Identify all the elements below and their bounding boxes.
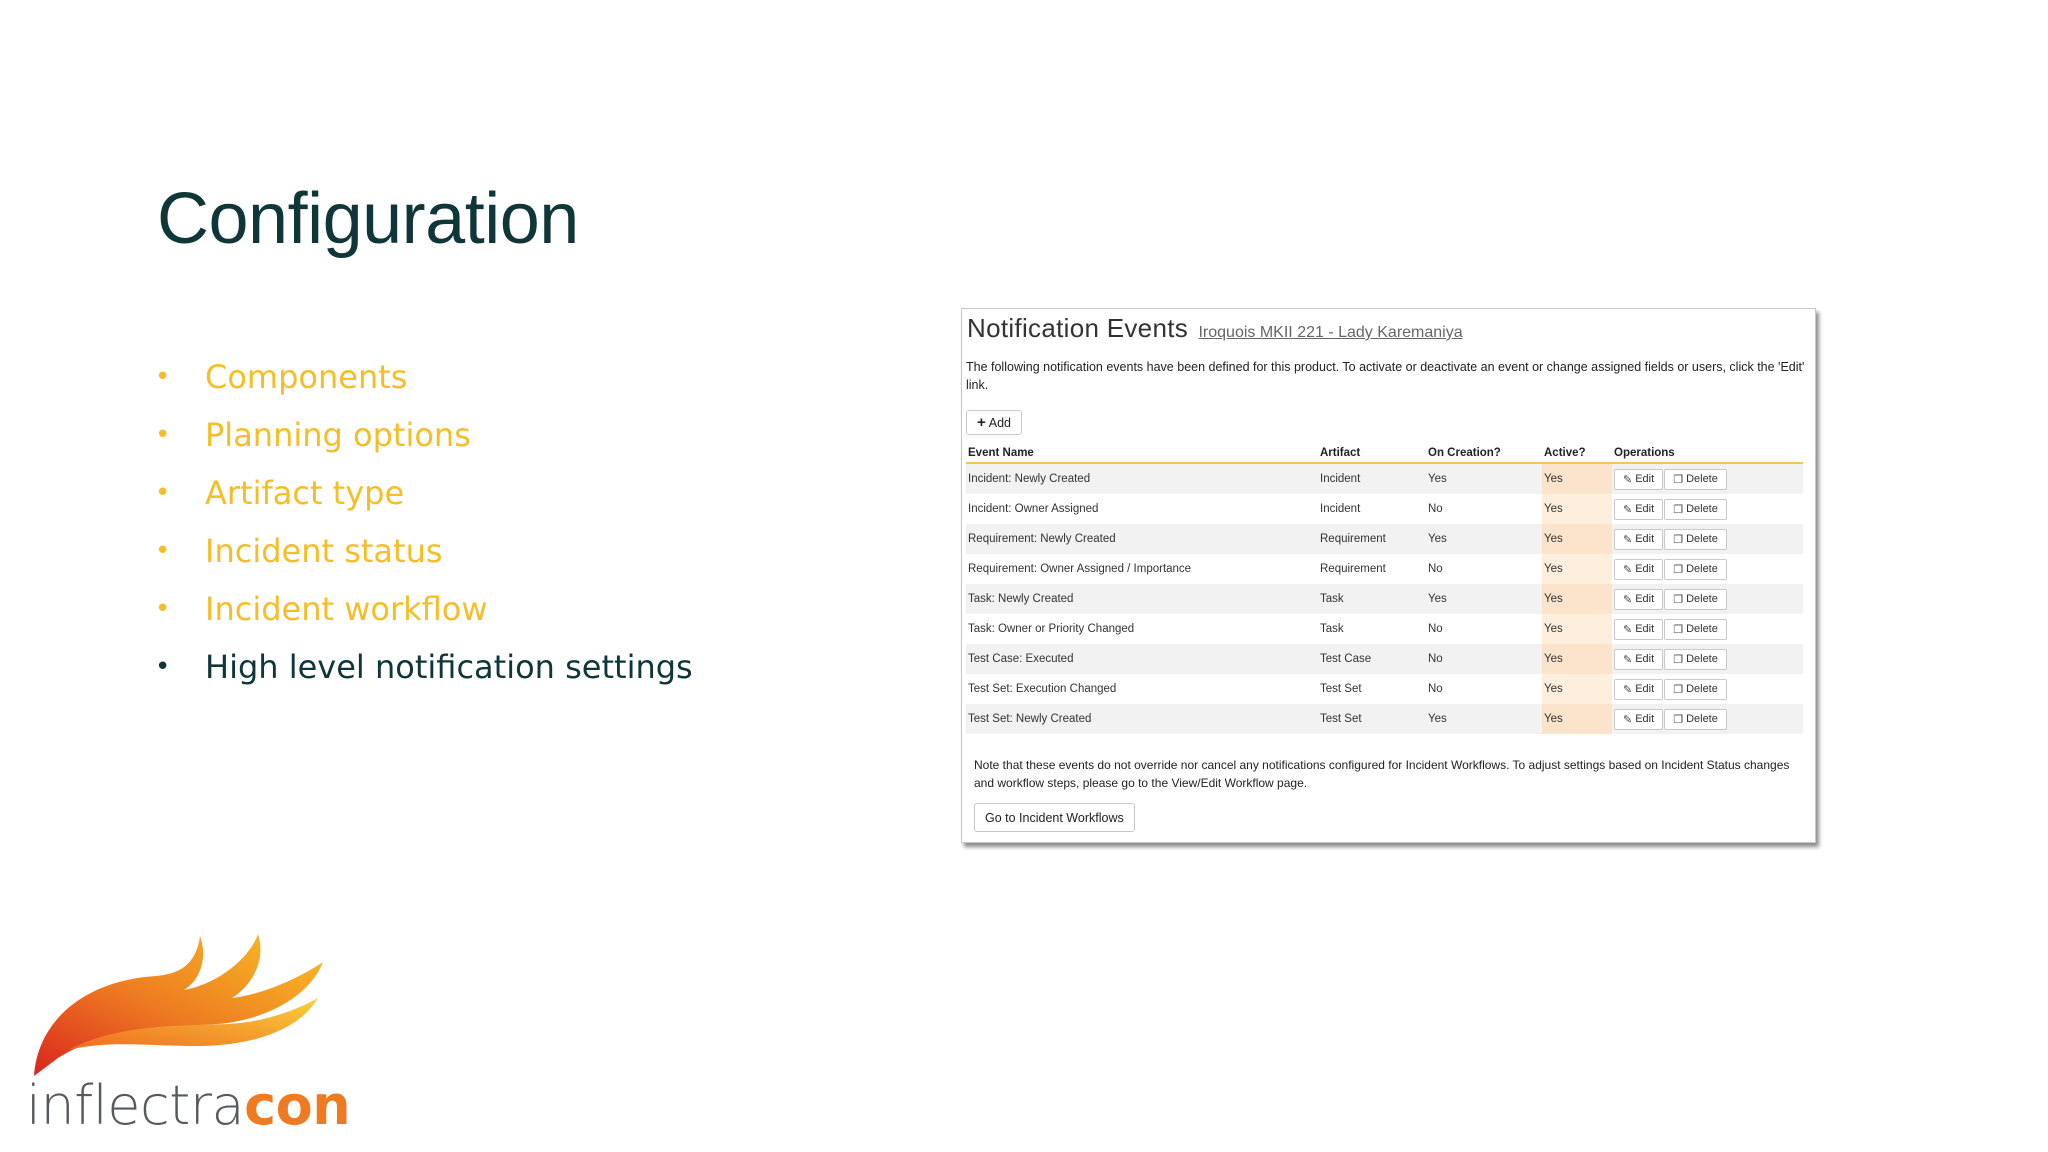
cell-active: Yes	[1542, 704, 1612, 734]
edit-button-label: Edit	[1635, 653, 1655, 665]
cell-on-creation: No	[1428, 503, 1443, 515]
flame-icon	[28, 928, 338, 1078]
edit-icon: ✎	[1623, 563, 1633, 576]
edit-icon: ✎	[1623, 503, 1633, 516]
product-link[interactable]: Iroquois MKII 221 - Lady Karemaniya	[1198, 324, 1463, 341]
bullet-dot: •	[155, 362, 171, 392]
table-row	[966, 554, 1803, 584]
add-button[interactable]	[966, 410, 1022, 435]
trash-icon: ❐	[1673, 533, 1684, 546]
edit-button[interactable]	[1614, 529, 1663, 550]
header-operations: Operations	[1612, 444, 1803, 463]
edit-icon: ✎	[1623, 593, 1633, 606]
delete-button[interactable]	[1664, 649, 1727, 670]
trash-icon: ❐	[1673, 593, 1684, 606]
cell-active: Yes	[1542, 674, 1612, 704]
bullet-list	[155, 348, 693, 696]
cell-artifact: Requirement	[1318, 524, 1426, 554]
cell-artifact: Task	[1320, 623, 1344, 635]
edit-button[interactable]	[1614, 709, 1663, 730]
slide-title: Configuration	[157, 179, 579, 259]
delete-button[interactable]	[1664, 499, 1727, 520]
cell-artifact: Task	[1318, 584, 1426, 614]
cell-event-name: Requirement: Newly Created	[966, 524, 1318, 554]
bullet-text: Incident status	[205, 532, 443, 570]
cell-event-name: Test Set: Newly Created	[966, 704, 1318, 734]
edit-button[interactable]	[1614, 499, 1663, 520]
edit-button[interactable]	[1614, 559, 1663, 580]
table-row	[966, 704, 1803, 734]
edit-icon: ✎	[1623, 473, 1633, 486]
bullet-text: Planning options	[205, 416, 471, 454]
edit-button[interactable]	[1614, 469, 1663, 490]
header-active: Active?	[1542, 444, 1612, 463]
delete-button-label: Delete	[1686, 713, 1718, 725]
edit-icon: ✎	[1623, 683, 1633, 696]
delete-button[interactable]	[1664, 709, 1727, 730]
cell-active: Yes	[1542, 614, 1612, 644]
panel-header	[967, 313, 1463, 344]
trash-icon: ❐	[1673, 713, 1684, 726]
trash-icon: ❐	[1673, 563, 1684, 576]
edit-button-label: Edit	[1635, 593, 1655, 605]
delete-button-label: Delete	[1686, 593, 1718, 605]
delete-button-label: Delete	[1686, 533, 1718, 545]
delete-button-label: Delete	[1686, 653, 1718, 665]
table-row	[966, 584, 1803, 614]
cell-on-creation: Yes	[1426, 463, 1542, 494]
cell-on-creation: No	[1428, 563, 1443, 575]
edit-button-label: Edit	[1635, 683, 1655, 695]
cell-artifact: Test Set	[1318, 704, 1426, 734]
notification-events-panel	[961, 308, 1816, 843]
bullet-text: Artifact type	[205, 474, 405, 512]
bullet-dot: •	[155, 536, 171, 566]
bullet-dot: •	[155, 594, 171, 624]
cell-artifact: Requirement	[1320, 563, 1386, 575]
cell-artifact: Test Case	[1318, 644, 1426, 674]
delete-button-label: Delete	[1686, 473, 1718, 485]
cell-operations	[1612, 674, 1803, 704]
edit-icon: ✎	[1623, 713, 1633, 726]
cell-active: Yes	[1542, 554, 1612, 584]
bullet-dot: •	[155, 420, 171, 450]
cell-artifact: Incident	[1318, 463, 1426, 494]
cell-operations	[1612, 554, 1803, 584]
delete-button-label: Delete	[1686, 503, 1718, 515]
cell-active: Yes	[1542, 644, 1612, 674]
table-row	[966, 644, 1803, 674]
bullet-text: High level notification settings	[205, 648, 693, 686]
table-row	[966, 614, 1803, 644]
table-row	[966, 494, 1803, 524]
cell-on-creation: Yes	[1426, 524, 1542, 554]
bullet-dot: •	[155, 478, 171, 508]
cell-event-name: Requirement: Owner Assigned / Importance	[968, 563, 1192, 575]
logo-text-bold: con	[244, 1074, 351, 1137]
bullet-item	[155, 580, 693, 638]
cell-event-name: Incident: Newly Created	[966, 463, 1318, 494]
cell-artifact: Test Set	[1320, 683, 1362, 695]
edit-button[interactable]	[1614, 679, 1663, 700]
cell-event-name: Test Case: Executed	[966, 644, 1318, 674]
cell-event-name: Task: Newly Created	[966, 584, 1318, 614]
delete-button-label: Delete	[1686, 623, 1718, 635]
cell-on-creation: Yes	[1426, 584, 1542, 614]
bullet-item	[155, 638, 693, 696]
notification-events-table	[966, 444, 1803, 734]
cell-active: Yes	[1542, 524, 1612, 554]
cell-on-creation: No	[1426, 644, 1542, 674]
edit-icon: ✎	[1623, 653, 1633, 666]
cell-event-name: Test Set: Execution Changed	[968, 683, 1117, 695]
panel-note: Note that these events do not override nor cancel any notifications configured for Incident Workflows. To adjust settings based on Incident Status changes and workflow steps, please go to the View/Edit Workflow page.	[974, 758, 1790, 790]
delete-button[interactable]	[1664, 679, 1727, 700]
trash-icon: ❐	[1673, 683, 1684, 696]
table-row	[966, 674, 1803, 704]
logo-wordmark	[26, 1074, 350, 1137]
cell-event-name: Incident: Owner Assigned	[968, 503, 1099, 515]
plus-icon: +	[977, 414, 986, 431]
cell-operations	[1612, 614, 1803, 644]
cell-on-creation: No	[1428, 683, 1443, 695]
inflectracon-logo	[20, 928, 351, 1137]
cell-operations	[1612, 524, 1803, 554]
panel-description: The following notification events have been defined for this product. To activate or deactivate an event or change assigned fields or users, click the 'Edit' link.	[966, 360, 1805, 392]
edit-button-label: Edit	[1635, 533, 1655, 545]
cell-on-creation: Yes	[1426, 704, 1542, 734]
edit-icon: ✎	[1623, 533, 1633, 546]
table-row	[966, 524, 1803, 554]
cell-active: Yes	[1542, 584, 1612, 614]
cell-operations	[1612, 704, 1803, 734]
bullet-text: Components	[205, 358, 408, 396]
delete-button[interactable]	[1664, 619, 1727, 640]
panel-title: Notification Events	[967, 313, 1189, 343]
edit-button[interactable]	[1614, 649, 1663, 670]
edit-button[interactable]	[1614, 589, 1663, 610]
trash-icon: ❐	[1673, 653, 1684, 666]
header-on-creation: On Creation?	[1426, 444, 1542, 463]
bullet-item	[155, 464, 693, 522]
logo-text-light: inflectra	[26, 1074, 245, 1137]
bullet-dot: •	[155, 652, 171, 682]
bullet-item	[155, 348, 693, 406]
edit-button-label: Edit	[1635, 713, 1655, 725]
delete-button[interactable]	[1664, 559, 1727, 580]
edit-icon: ✎	[1623, 623, 1633, 636]
cell-active: Yes	[1542, 494, 1612, 524]
cell-on-creation: No	[1428, 623, 1443, 635]
header-artifact: Artifact	[1318, 444, 1426, 463]
cell-active: Yes	[1542, 463, 1612, 494]
bullet-item	[155, 522, 693, 580]
trash-icon: ❐	[1673, 503, 1684, 516]
cell-operations	[1612, 644, 1803, 674]
table-row	[966, 463, 1803, 494]
delete-button-label: Delete	[1686, 563, 1718, 575]
cell-artifact: Incident	[1320, 503, 1361, 515]
add-button-label: Add	[988, 415, 1012, 430]
edit-button-label: Edit	[1635, 563, 1655, 575]
bullet-item	[155, 406, 693, 464]
edit-button-label: Edit	[1635, 503, 1655, 515]
trash-icon: ❐	[1673, 623, 1684, 636]
cell-event-name: Task: Owner or Priority Changed	[968, 623, 1135, 635]
header-event-name: Event Name	[966, 444, 1318, 463]
edit-button-label: Edit	[1635, 623, 1655, 635]
delete-button[interactable]	[1664, 529, 1727, 550]
trash-icon: ❐	[1673, 473, 1684, 486]
delete-button[interactable]	[1664, 469, 1727, 490]
cell-operations	[1612, 463, 1803, 494]
go-to-incident-workflows-button[interactable]: Go to Incident Workflows	[974, 803, 1135, 832]
cell-operations	[1612, 584, 1803, 614]
delete-button-label: Delete	[1686, 683, 1718, 695]
delete-button[interactable]	[1664, 589, 1727, 610]
edit-button[interactable]	[1614, 619, 1663, 640]
cell-operations	[1612, 494, 1803, 524]
edit-button-label: Edit	[1635, 473, 1655, 485]
bullet-text: Incident workflow	[205, 590, 488, 628]
table-header-row	[966, 444, 1803, 463]
